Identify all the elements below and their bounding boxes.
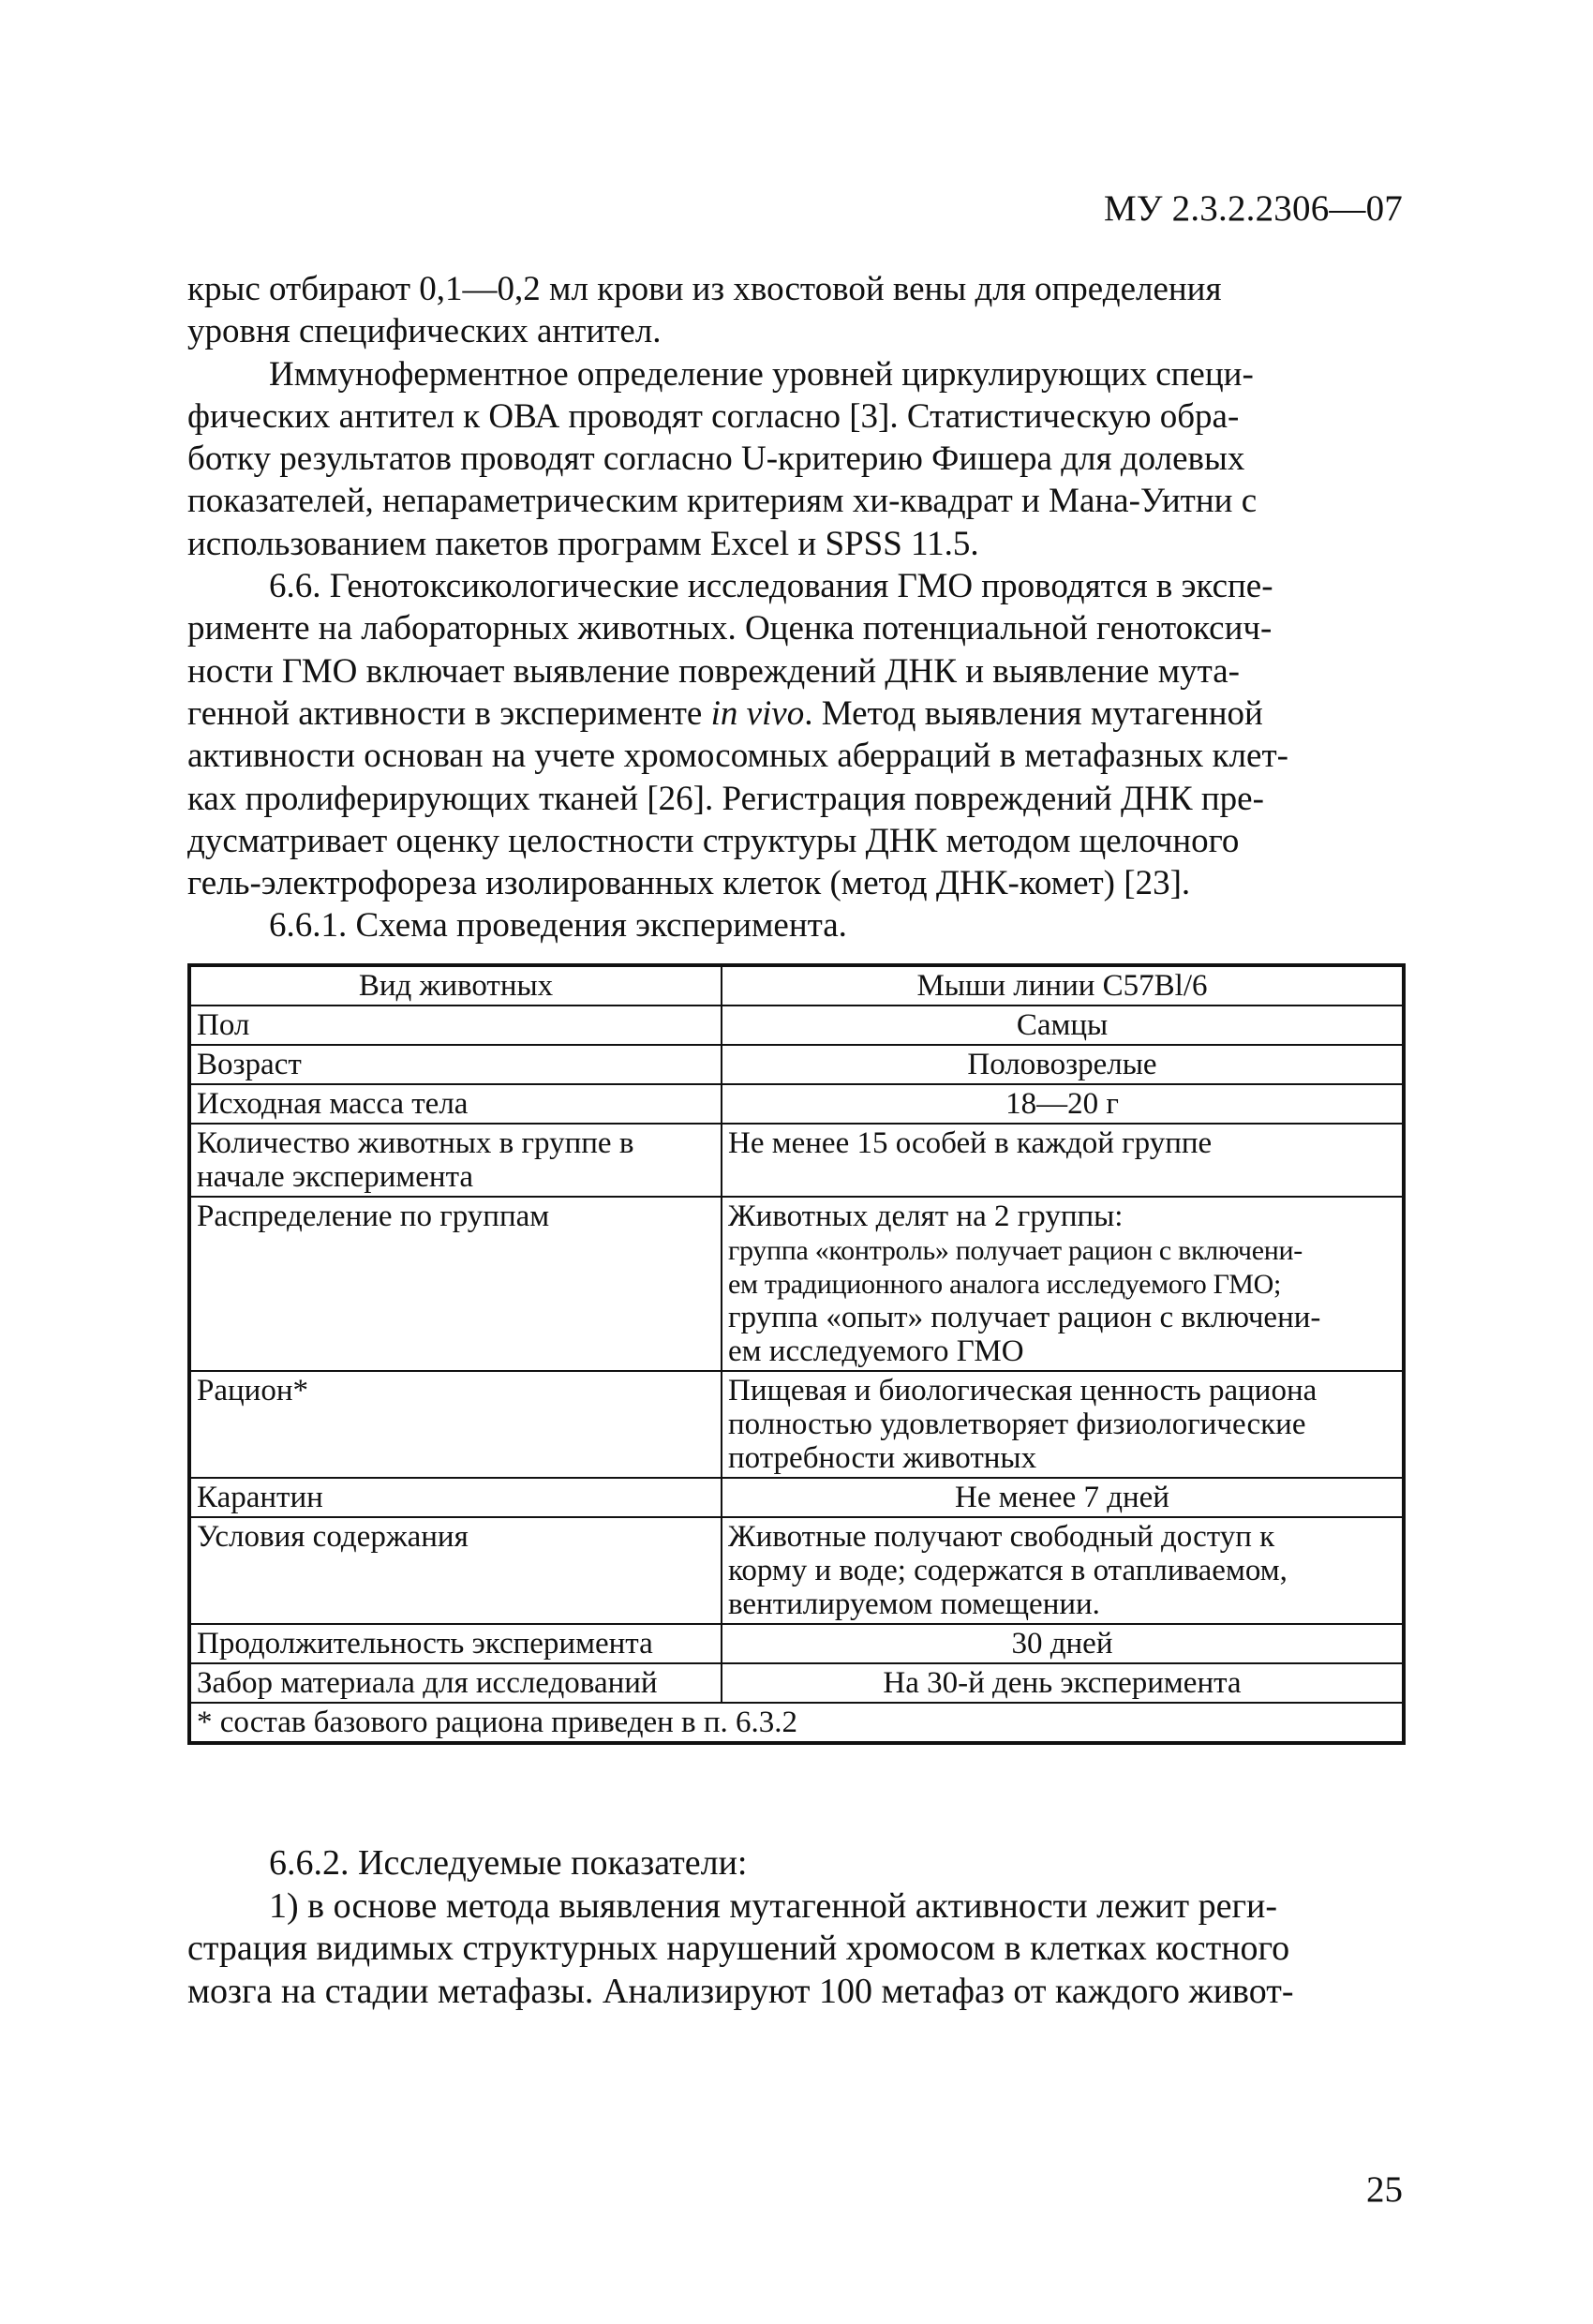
table-row	[189, 1006, 1404, 1045]
table-row	[189, 1197, 1404, 1371]
experiment-scheme-table	[187, 963, 1406, 1745]
section-heading-6-6-1: 6.6.1. Схема проведения эксперимента.	[269, 906, 847, 946]
document-code-header: МУ 2.3.2.2306—07	[1104, 188, 1403, 229]
table-row	[189, 1084, 1404, 1124]
section-6-6-2	[187, 1842, 1406, 2013]
param-cell: Условия содержания	[189, 1517, 722, 1624]
param-cell: Количество животных в группе в начале эксперимента	[189, 1124, 722, 1197]
table-row	[189, 1478, 1404, 1517]
paragraph-line: крыс отбирают 0,1—0,2 мл крови из хвостовой вены для определения уровня специфических антител.	[187, 270, 1222, 351]
page-number: 25	[1366, 2169, 1403, 2210]
value-cell: 30 дней	[722, 1624, 1404, 1663]
value-cell: Не менее 15 особей в каждой группе	[722, 1124, 1404, 1197]
value-cell: Животных делят на 2 группы: группа «контроль» получает рацион с включени- ем традиционного аналога исследуемого ГМО; группа «опыт» получает рацион с включени- ем исследуемого ГМО	[722, 1197, 1404, 1371]
table-row	[189, 1624, 1404, 1663]
table-row	[189, 1371, 1404, 1478]
table-header-cell: Мыши линии С57Bl/6	[722, 965, 1404, 1006]
param-cell: Исходная масса тела	[189, 1084, 722, 1124]
paragraph-indicators: 1) в основе метода выявления мутагенной активности лежит реги- страция видимых структурных нарушений хромосом в клетках костного мозга на стадии метафазы. Анализируют 100 метафаз от каждого живот-	[187, 1885, 1294, 2011]
param-cell: Продолжительность эксперимента	[189, 1624, 722, 1663]
table-header-row	[189, 965, 1404, 1006]
param-cell: Пол	[189, 1006, 722, 1045]
table-row	[189, 1045, 1404, 1084]
table-footnote-row	[189, 1703, 1404, 1743]
section-heading-6-6-2: 6.6.2. Исследуемые показатели:	[269, 1843, 748, 1883]
param-cell: Забор материала для исследований	[189, 1663, 722, 1703]
body-text	[187, 268, 1406, 947]
table-row	[189, 1663, 1404, 1703]
value-cell: Половозрелые	[722, 1045, 1404, 1084]
table-header-cell: Вид животных	[189, 965, 722, 1006]
table-footnote: * состав базового рациона приведен в п. 6.3.2	[189, 1703, 1404, 1743]
param-cell: Рацион*	[189, 1371, 722, 1478]
value-cell: Не менее 7 дней	[722, 1478, 1404, 1517]
table-row	[189, 1517, 1404, 1624]
paragraph-genotoxicology: 6.6. Генотоксикологические исследования ГМО проводятся в экспе- рименте на лабораторных животных. Оценка потенциальной генотоксич- ности ГМО включает выявление повреждений ДНК и выявление мута- генной активности в эксперименте in vivo. Метод выявления мутагенной активности основан на учете хромосомных аберраций в метафазных клет- ках пролиферирующих тканей [26]. Регистрация повреждений ДНК пре- дусматривает оценку целостности структуры ДНК методом щелочного гель-электрофореза изолированных клеток (метод ДНК-комет) [23].	[187, 567, 1288, 903]
table-row	[189, 1124, 1404, 1197]
value-cell: Животные получают свободный доступ к корму и воде; содержатся в отапливаемом, вентилируемом помещении.	[722, 1517, 1404, 1624]
value-cell: Пищевая и биологическая ценность рациона полностью удовлетворяет физиологические потребности животных	[722, 1371, 1404, 1478]
param-cell: Распределение по группам	[189, 1197, 722, 1371]
value-cell: Самцы	[722, 1006, 1404, 1045]
paragraph-immunoassay: Иммуноферментное определение уровней циркулирующих специ- фических антител к ОВА проводят согласно [3]. Статистическую обра- ботку результатов проводят согласно U-критерию Фишера для долевых показателей, непараметрическим критериям хи-квадрат и Мана-Уитни с использованием пакетов программ Excel и SPSS 11.5.	[187, 354, 1258, 563]
value-cell: 18—20 г	[722, 1084, 1404, 1124]
value-cell: На 30-й день эксперимента	[722, 1663, 1404, 1703]
param-cell: Возраст	[189, 1045, 722, 1084]
param-cell: Карантин	[189, 1478, 722, 1517]
